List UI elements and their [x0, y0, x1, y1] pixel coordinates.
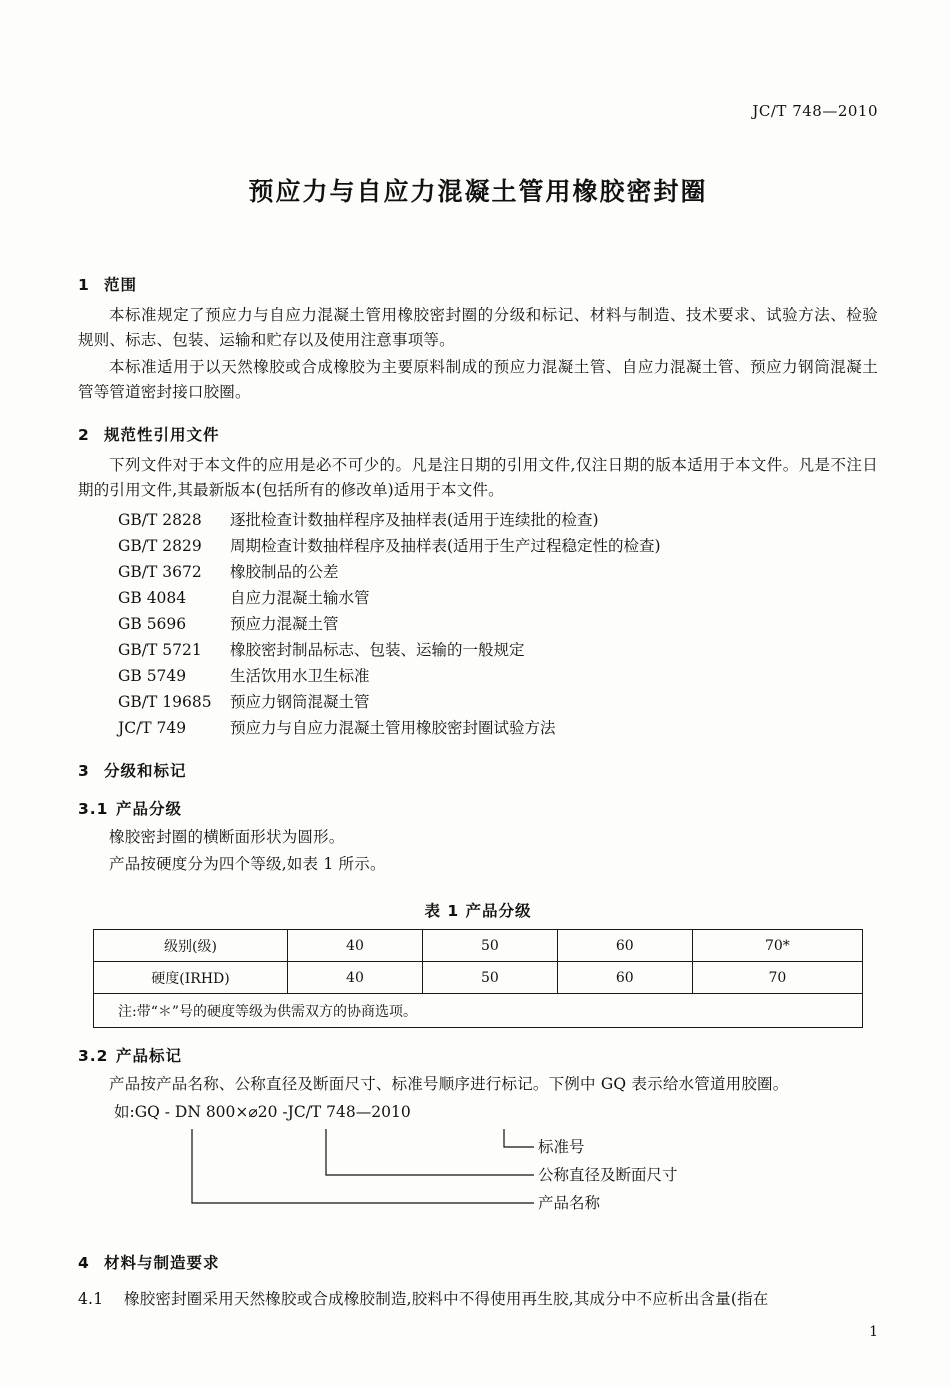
normative-references-list [78, 507, 878, 741]
section1-paragraph-2: 本标准适用于以天然橡胶或合成橡胶为主要原料制成的预应力混凝土管、自应力混凝土管、预应力钢筒混凝土管等管道密封接口胶圈。 [78, 358, 878, 401]
reference-title: 生活饮用水卫生标准 [230, 667, 370, 685]
section41-paragraph [78, 1287, 878, 1312]
section-number-3: 3 [78, 762, 90, 780]
table-cell: 50 [422, 930, 557, 962]
section1-paragraph-1: 本标准规定了预应力与自应力混凝土管用橡胶密封圈的分级和标记、材料与制造、技术要求、试验方法、检验规则、标志、包装、运输和贮存以及使用注意事项等。 [78, 306, 878, 349]
list-item [118, 689, 878, 715]
callout-label-diameter: 公称直径及断面尺寸 [538, 1166, 678, 1184]
list-item [118, 507, 878, 533]
page-title: 预应力与自应力混凝土管用橡胶密封圈 [248, 177, 708, 206]
reference-code: GB/T 2829 [118, 537, 202, 555]
table-row [94, 930, 863, 962]
callout-label-standard-no: 标准号 [538, 1138, 585, 1156]
reference-code: GB/T 5721 [118, 641, 202, 659]
table-cell: 50 [422, 962, 557, 994]
marking-callout-diagram [114, 1125, 878, 1233]
section-number-2: 2 [78, 426, 90, 444]
section-number-3-1: 3.1 [78, 800, 109, 818]
product-classification-table [93, 929, 863, 1028]
section-label-2: 规范性引用文件 [104, 426, 220, 444]
list-item [118, 559, 878, 585]
reference-title: 周期检查计数抽样程序及抽样表(适用于生产过程稳定性的检查) [230, 537, 661, 555]
section-label-3-1: 产品分级 [116, 800, 183, 818]
section41-text: 橡胶密封圈采用天然橡胶或合成橡胶制造,胶料中不得使用再生胶,其成分中不应析出含量(指在 [124, 1290, 769, 1308]
reference-code: GB 4084 [118, 589, 187, 607]
section-heading-1 [78, 273, 878, 295]
section2-paragraph-1: 下列文件对于本文件的应用是必不可少的。凡是注日期的引用文件,仅注日期的版本适用于本文件。凡是不注日期的引用文件,其最新版本(包括所有的修改单)适用于本文件。 [78, 456, 878, 499]
list-item [118, 585, 878, 611]
reference-code: GB/T 3672 [118, 563, 202, 581]
table-cell: 60 [557, 962, 692, 994]
table-cell: 60 [557, 930, 692, 962]
section-number-3-2: 3.2 [78, 1047, 109, 1065]
reference-title: 橡胶制品的公差 [230, 563, 339, 581]
page-number: 1 [869, 1324, 878, 1340]
section-heading-2 [78, 423, 878, 445]
list-item [118, 611, 878, 637]
table-row-label: 级别(级) [94, 930, 288, 962]
table-cell: 70* [692, 930, 862, 962]
reference-title: 橡胶密封制品标志、包装、运输的一般规定 [230, 641, 525, 659]
reference-title: 逐批检查计数抽样程序及抽样表(适用于连续批的检查) [230, 511, 599, 529]
section-number-4-1: 4.1 [78, 1290, 104, 1308]
reference-code: GB/T 19685 [118, 693, 212, 711]
section-heading-3-2 [78, 1044, 878, 1066]
table-row-label: 硬度(IRHD) [94, 962, 288, 994]
section-heading-3-1 [78, 797, 878, 819]
table-row [94, 962, 863, 994]
section-label-3-2: 产品标记 [116, 1047, 183, 1065]
reference-code: JC/T 749 [118, 719, 187, 737]
reference-code: GB 5749 [118, 667, 187, 685]
list-item [118, 715, 878, 741]
section31-paragraph-1: 橡胶密封圈的横断面形状为圆形。 [109, 828, 345, 846]
list-item [118, 637, 878, 663]
section32-paragraph-1: 产品按产品名称、公称直径及断面尺寸、标准号顺序进行标记。下例中 GQ 表示给水管道用胶圈。 [109, 1075, 789, 1093]
document-body [78, 255, 878, 1314]
table-cell: 40 [288, 962, 423, 994]
reference-title: 自应力混凝土输水管 [230, 589, 370, 607]
reference-code: GB/T 2828 [118, 511, 202, 529]
section-number-4: 4 [78, 1254, 90, 1272]
list-item [118, 663, 878, 689]
table-cell: 70 [692, 962, 862, 994]
section-number-1: 1 [78, 276, 90, 294]
reference-title: 预应力钢筒混凝土管 [230, 693, 370, 711]
table1-caption: 表 1 产品分级 [424, 902, 532, 920]
callout-leader-lines [114, 1125, 584, 1229]
reference-title: 预应力混凝土管 [230, 615, 339, 633]
section-label-3: 分级和标记 [104, 762, 187, 780]
reference-code: GB 5696 [118, 615, 187, 633]
table-row [94, 994, 863, 1028]
section-label-4: 材料与制造要求 [104, 1254, 220, 1272]
table-cell: 40 [288, 930, 423, 962]
section-heading-3 [78, 759, 878, 781]
marking-example: 如:GQ - DN 800×⌀20 -JC/T 748—2010 [114, 1103, 411, 1121]
reference-title: 预应力与自应力混凝土管用橡胶密封圈试验方法 [230, 719, 556, 737]
standard-number: JC/T 748—2010 [752, 102, 878, 120]
list-item [118, 533, 878, 559]
section-heading-4 [78, 1251, 878, 1273]
section-label-1: 范围 [104, 276, 138, 294]
section31-paragraph-2: 产品按硬度分为四个等级,如表 1 所示。 [109, 855, 386, 873]
callout-label-product-name: 产品名称 [538, 1194, 601, 1212]
table-footnote: 注:带“＊”号的硬度等级为供需双方的协商选项。 [94, 994, 863, 1028]
page-content-area [78, 0, 878, 1388]
